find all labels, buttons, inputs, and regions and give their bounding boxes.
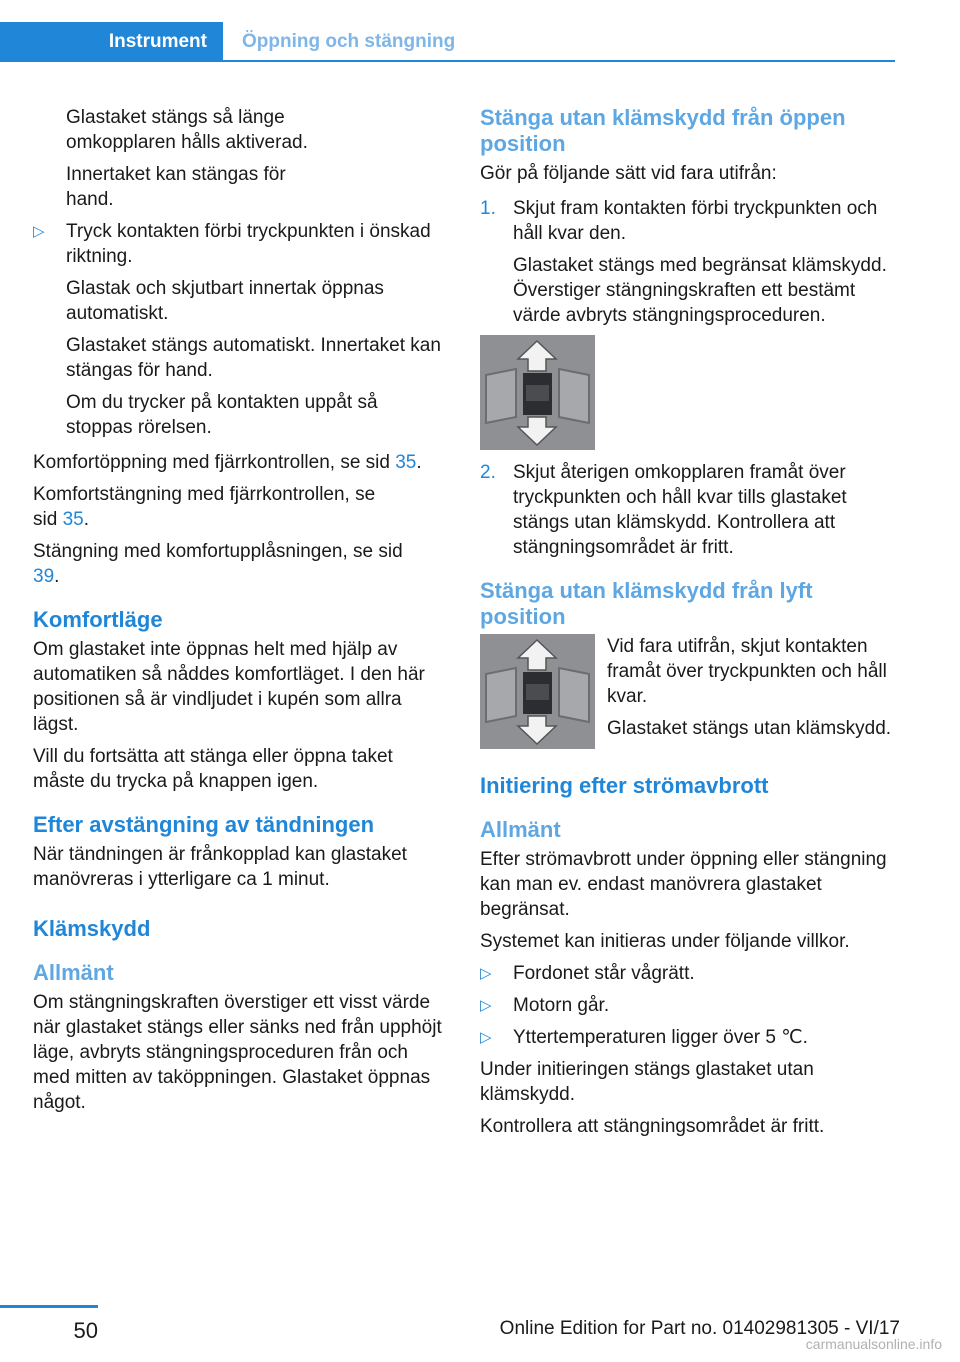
tab-instrument[interactable]: Instrument xyxy=(0,22,223,62)
right-column xyxy=(480,105,900,1146)
edition-text: Online Edition for Part no. 01402981305 - VI/17 xyxy=(499,1318,900,1339)
section-heading: Klämskydd xyxy=(33,916,151,941)
page-link[interactable]: 39 xyxy=(33,566,55,587)
page-link[interactable]: 35 xyxy=(62,509,84,530)
step-subtext: Glastaket stängs med begränsat klämskydd. Överstiger stängningskraften ett bestämt värde avbryts stängningsproceduren. xyxy=(513,255,887,326)
section-heading: Efter avstängning av tändningen xyxy=(33,812,375,837)
body-paragraph: Vid fara utifrån, skjut kontakten framåt över tryckpunkten och håll kvar. xyxy=(607,636,887,707)
page-link[interactable]: 35 xyxy=(395,452,417,473)
reference-paragraph: Stängning med komfortupplåsningen, se sid 39. xyxy=(33,541,403,587)
step-text: Skjut återigen omkopplaren framåt över tryckpunkten och håll kvar tills glastaket stängs utan klämskydd. Kontrollera att stängningsområdet är fritt. xyxy=(513,462,847,558)
reference-paragraph: Komfortöppning med fjärrkontrollen, se sid 35. xyxy=(33,452,422,473)
footer-divider xyxy=(0,1305,98,1308)
intro-paragraph: Innertaket kan stängas för hand. xyxy=(66,164,286,210)
body-paragraph: Under initieringen stängs glastaket utan klämskydd. xyxy=(480,1059,814,1105)
triangle-bullet-icon: ▷ xyxy=(480,997,492,1014)
section-heading: Komfortläge xyxy=(33,607,163,632)
sunroof-switch-icon xyxy=(480,634,595,749)
body-paragraph: Om stängningskraften överstiger ett visst värde när glastaket stängs eller sänks ned från upphöjt läge, avbryts stängningsproceduren från och med mitten av taköppningen. Glastaket öppnas något. xyxy=(33,992,442,1113)
condition-text: Motorn går. xyxy=(513,995,610,1016)
subsection-heading: Stänga utan klämskydd från öppen position xyxy=(480,105,846,156)
list-item xyxy=(480,460,900,560)
reference-text: Stängning med komfortupplåsningen, se sid xyxy=(33,541,403,562)
reference-text: Komfortöppning med fjärrkontrollen, se sid xyxy=(33,452,396,473)
bullet-text: Tryck kontakten förbi tryckpunkten i önskad riktning. xyxy=(66,221,431,267)
subsection-heading: Allmänt xyxy=(480,817,561,842)
sunroof-switch-icon xyxy=(480,335,595,450)
header-divider xyxy=(223,60,895,62)
step-text: Skjut fram kontakten förbi tryckpunkten och håll kvar den. xyxy=(513,198,878,244)
body-paragraph: Vill du fortsätta att stänga eller öppna taket måste du trycka på knappen igen. xyxy=(33,746,393,792)
body-paragraph: Glastaket stängs utan klämskydd. xyxy=(607,718,892,739)
sunroof-switch-image xyxy=(480,335,595,450)
step-number: 2. xyxy=(480,462,496,483)
figure-caption xyxy=(607,634,900,749)
body-paragraph: När tändningen är frånkopplad kan glastaket manövreras i ytterligare ca 1 minut. xyxy=(33,844,407,890)
condition-text: Yttertemperaturen ligger över 5 ℃. xyxy=(513,1027,808,1048)
list-item xyxy=(480,1025,900,1050)
condition-text: Fordonet står vågrätt. xyxy=(513,963,695,984)
triangle-bullet-icon: ▷ xyxy=(480,1029,492,1046)
page-header xyxy=(0,22,895,62)
reference-paragraph: Komfortstängning med fjärrkontrollen, se sid 35. xyxy=(33,484,376,530)
bullet-subtext: Glastaket stängs automatiskt. Innertaket kan stängas för hand. xyxy=(66,335,441,381)
figure-with-text xyxy=(480,634,900,749)
bullet-subtext: Glastak och skjutbart innertak öppnas automatiskt. xyxy=(66,278,384,324)
body-paragraph: Systemet kan initieras under följande villkor. xyxy=(480,931,850,952)
left-column xyxy=(33,105,448,1122)
body-paragraph: Kontrollera att stängningsområdet är fritt. xyxy=(480,1116,825,1137)
intro-paragraph: Glastaket stängs så länge omkopplaren hålls aktiverad. xyxy=(66,107,308,153)
bullet-subtext: Om du trycker på kontakten uppåt så stoppas rörelsen. xyxy=(66,392,378,438)
list-item xyxy=(480,196,900,328)
watermark: carmanualsonline.info xyxy=(805,1336,942,1352)
list-item xyxy=(480,993,900,1018)
step-number: 1. xyxy=(480,198,496,219)
triangle-bullet-icon: ▷ xyxy=(33,223,45,240)
page-number: 50 xyxy=(73,1318,98,1343)
body-paragraph: Gör på följande sätt vid fara utifrån: xyxy=(480,163,777,184)
triangle-bullet-icon: ▷ xyxy=(480,965,492,982)
section-heading: Initiering efter strömavbrott xyxy=(480,773,769,798)
subsection-heading: Stänga utan klämskydd från lyft position xyxy=(480,578,813,629)
tab-oppning-och-stangning[interactable]: Öppning och stängning xyxy=(242,31,456,52)
sunroof-switch-image xyxy=(480,634,595,749)
list-item xyxy=(33,219,448,440)
reference-text: Komfortstängning med fjärrkontrollen, se sid xyxy=(33,484,376,530)
body-paragraph: Efter strömavbrott under öppning eller stängning kan man ev. endast manövrera glastaket begränsat. xyxy=(480,849,887,920)
body-paragraph: Om glastaket inte öppnas helt med hjälp av automatiken så nåddes komfortläget. I den här positionen så är vindljudet i kupén som allra lägst. xyxy=(33,639,425,735)
subsection-heading: Allmänt xyxy=(33,960,114,985)
list-item xyxy=(480,961,900,986)
